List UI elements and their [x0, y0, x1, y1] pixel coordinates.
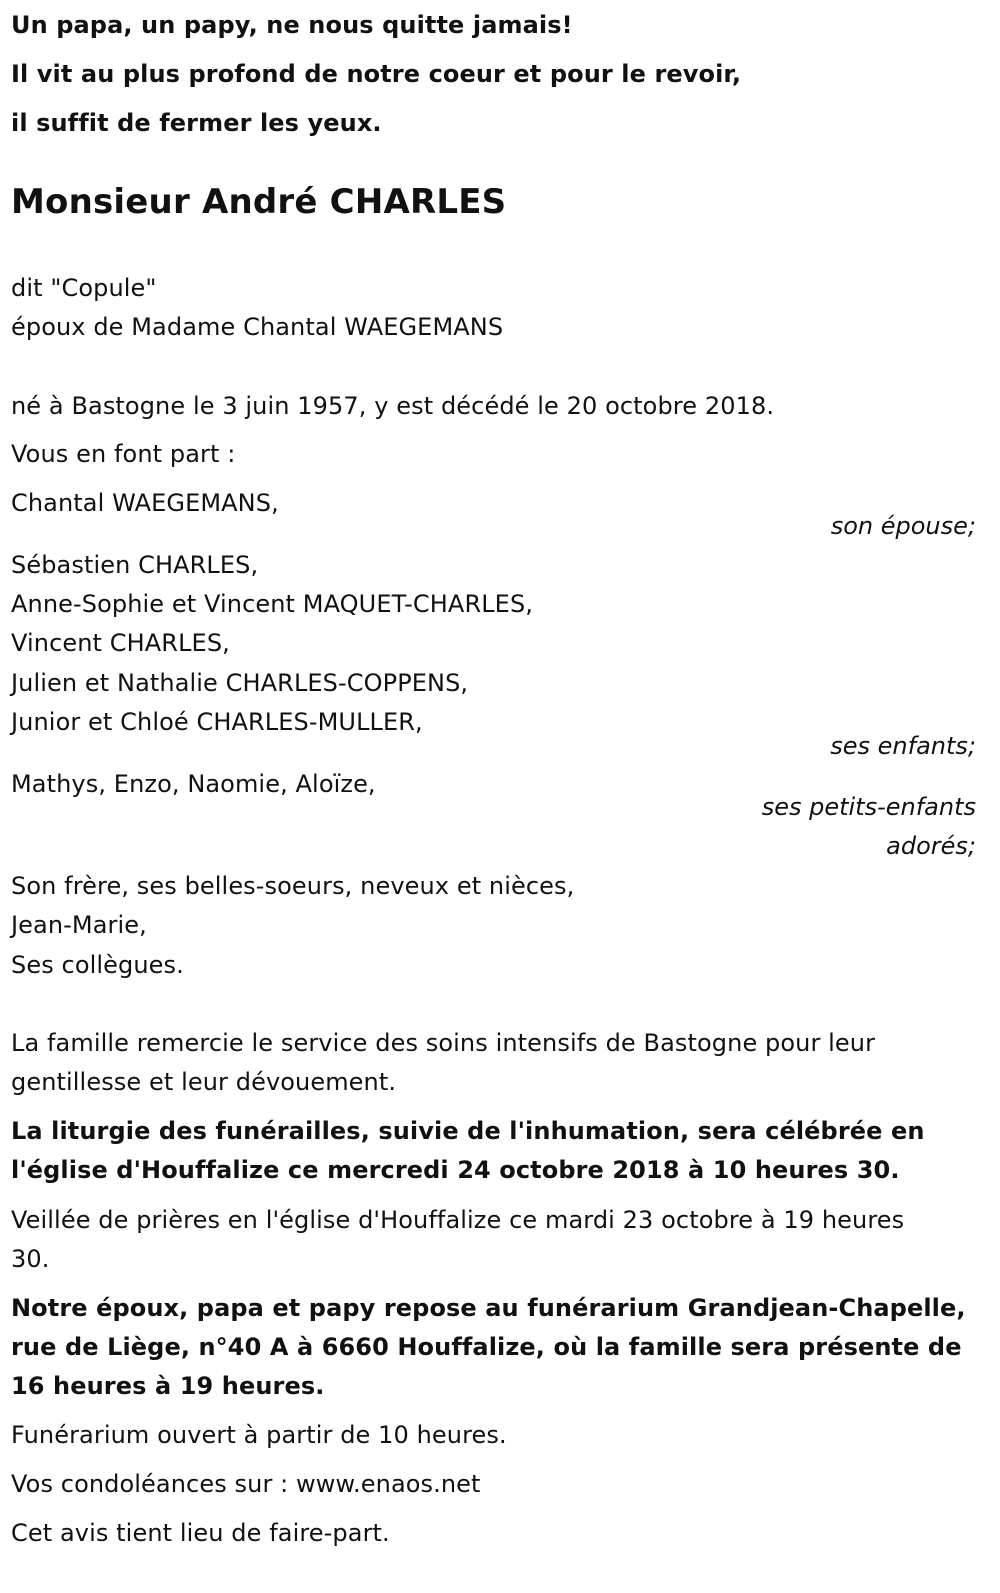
- others-line-1: Son frère, ses belles-soeurs, neveux et nièces,: [11, 872, 575, 900]
- rest-line-1: Notre époux, papa et papy repose au funérarium Grandjean-Chapelle,: [11, 1294, 966, 1322]
- child-3: Vincent CHARLES,: [11, 629, 230, 657]
- quote-line-2: Il vit au plus profond de notre coeur et pour le revoir,: [11, 60, 742, 88]
- grandchildren-names: Mathys, Enzo, Naomie, Aloïze,: [11, 770, 376, 798]
- spouse-name: Chantal WAEGEMANS,: [11, 489, 279, 517]
- birth-death-line: né à Bastogne le 3 juin 1957, y est décédé le 20 octobre 2018.: [11, 392, 775, 420]
- thanks-line-2: gentillesse et leur dévouement.: [11, 1068, 397, 1096]
- vigil-line-1: Veillée de prières en l'église d'Houffalize ce mardi 23 octobre à 19 heures: [11, 1206, 905, 1234]
- others-line-3: Ses collègues.: [11, 951, 184, 979]
- condolences-line: Vos condoléances sur : www.enaos.net: [11, 1470, 481, 1498]
- spouse-role: son épouse;: [830, 512, 976, 540]
- child-1: Sébastien CHARLES,: [11, 551, 259, 579]
- spouse-line: époux de Madame Chantal WAEGEMANS: [11, 313, 504, 341]
- liturgy-line-1: La liturgie des funérailles, suivie de l'inhumation, sera célébrée en: [11, 1117, 925, 1145]
- rest-line-2: rue de Liège, n°40 A à 6660 Houffalize, où la famille sera présente de: [11, 1333, 962, 1361]
- thanks-line-1: La famille remercie le service des soins intensifs de Bastogne pour leur: [11, 1029, 876, 1057]
- quote-line-3: il suffit de fermer les yeux.: [11, 109, 382, 137]
- announcement-intro: Vous en font part :: [11, 440, 236, 468]
- children-role: ses enfants;: [830, 732, 976, 760]
- deceased-name: Monsieur André CHARLES: [11, 182, 507, 222]
- nickname: dit "Copule": [11, 274, 157, 302]
- child-4: Julien et Nathalie CHARLES-COPPENS,: [11, 669, 469, 697]
- child-5: Junior et Chloé CHARLES-MULLER,: [11, 708, 423, 736]
- grandchildren-role-line-1: ses petits-enfants: [761, 793, 976, 821]
- grandchildren-role-line-2: adorés;: [886, 832, 976, 860]
- others-line-2: Jean-Marie,: [11, 911, 147, 939]
- liturgy-line-2: l'église d'Houffalize ce mercredi 24 octobre 2018 à 10 heures 30.: [11, 1156, 900, 1184]
- notice-line: Cet avis tient lieu de faire-part.: [11, 1519, 390, 1547]
- vigil-line-2: 30.: [11, 1245, 50, 1273]
- obituary-notice: [11, 0, 976, 1593]
- rest-line-3: 16 heures à 19 heures.: [11, 1372, 325, 1400]
- child-2: Anne-Sophie et Vincent MAQUET-CHARLES,: [11, 590, 534, 618]
- quote-line-1: Un papa, un papy, ne nous quitte jamais!: [11, 11, 573, 39]
- funerarium-opening: Funérarium ouvert à partir de 10 heures.: [11, 1421, 507, 1449]
